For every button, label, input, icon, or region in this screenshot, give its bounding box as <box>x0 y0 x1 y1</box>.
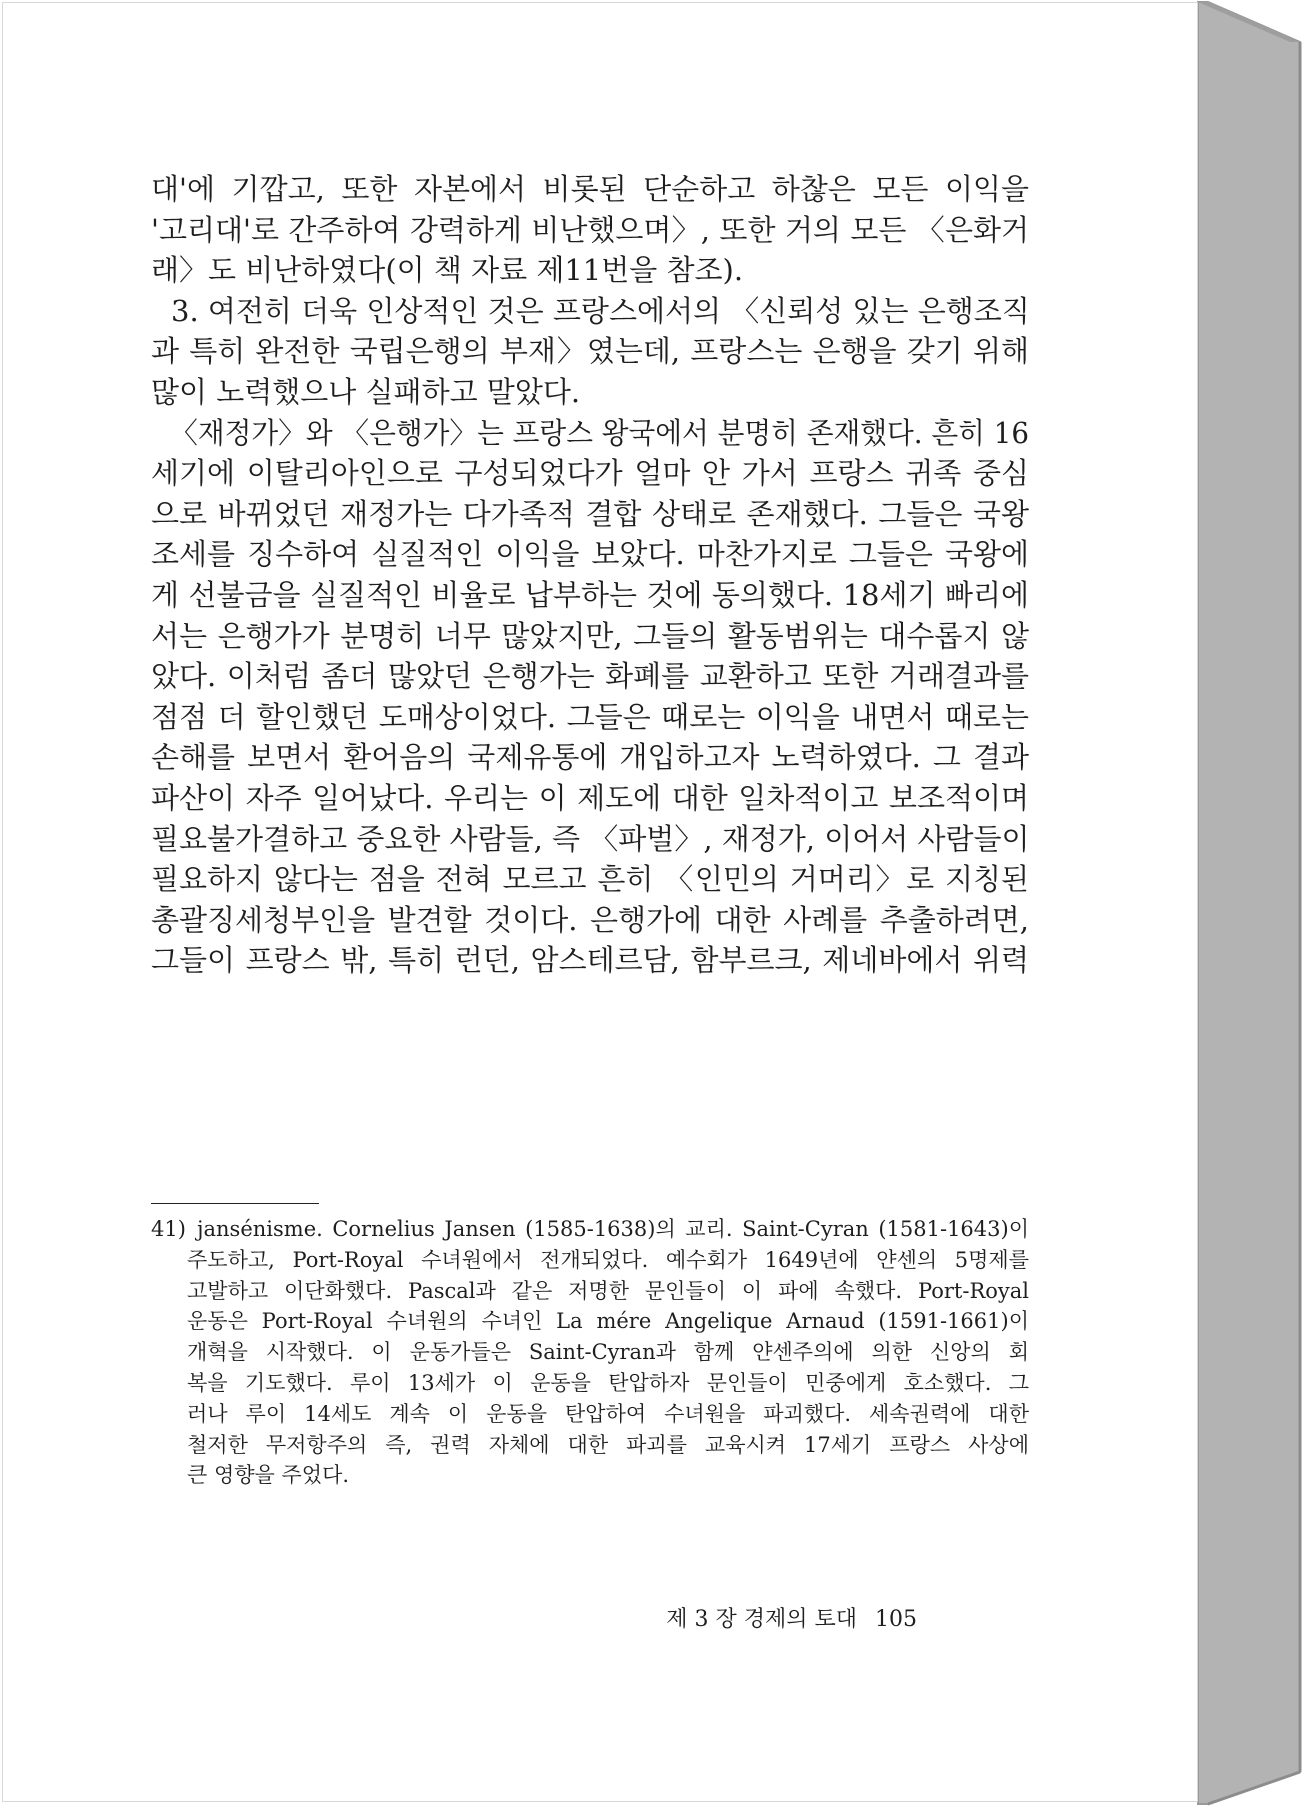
body-line: 게 선불금을 실질적인 비율로 납부하는 것에 동의했다. 18세기 빠리에 <box>151 578 1029 612</box>
body-line: '고리대'로 간주하여 강력하게 비난했으며〉, 또한 거의 모든 〈은화거 <box>151 213 1029 247</box>
body-line: 래〉도 비난하였다(이 책 자료 제11번을 참조). <box>151 253 744 287</box>
footnote-line: 운동은 Port-Royal 수녀원의 수녀인 La mére Angelique Arnaud (1591-1661)이 <box>187 1309 1029 1333</box>
body-line: 총괄징세청부인을 발견할 것이다. 은행가에 대한 사례를 추출하려면, <box>151 903 1029 937</box>
footnote-number: 41) <box>151 1217 186 1241</box>
footnote-line: 복을 기도했다. 루이 13세가 이 운동을 탄압하자 문인들이 민중에게 호소했다. 그 <box>187 1371 1029 1395</box>
body-line: 과 특히 완전한 국립은행의 부재〉였는데, 프랑스는 은행을 갖기 위해 <box>151 334 1029 368</box>
body-line: 았다. 이처럼 좀더 많았던 은행가는 화폐를 교환하고 또한 거래결과를 <box>151 659 1029 693</box>
body-line: 필요하지 않다는 점을 전혀 모르고 흔히 〈인민의 거머리〉로 지칭된 <box>151 862 1029 896</box>
running-footer <box>666 1605 917 1635</box>
body-line: 필요불가결하고 중요한 사람들, 즉 〈파벌〉, 재정가, 이어서 사람들이 <box>151 822 1030 856</box>
body-line: 점점 더 할인했던 도매상이었다. 그들은 때로는 이익을 내면서 때로는 <box>151 700 1029 734</box>
book-page <box>2 2 1198 1802</box>
footnote-line: 철저한 무저항주의 즉, 권력 자체에 대한 파괴를 교육시켜 17세기 프랑스 사상에 <box>187 1433 1029 1457</box>
page-number: 105 <box>875 1607 917 1632</box>
body-line: 3. 여전히 더욱 인상적인 것은 프랑스에서의 〈신뢰성 있는 은행조직 <box>171 294 1030 328</box>
footnote-line: 러나 루이 14세도 계속 이 운동을 탄압하여 수녀원을 파괴했다. 세속권력에 대한 <box>187 1402 1029 1426</box>
footnote-line: 주도하고, Port-Royal 수녀원에서 전개되었다. 예수회가 1649년에 얀센의 5명제를 <box>187 1248 1029 1272</box>
body-line: 조세를 징수하여 실질적인 이익을 보았다. 마찬가지로 그들은 국왕에 <box>151 537 1029 571</box>
body-line: 세기에 이탈리아인으로 구성되었다가 얼마 안 가서 프랑스 귀족 중심 <box>151 456 1029 490</box>
body-line: 대'에 기깝고, 또한 자본에서 비롯된 단순하고 하찮은 모든 이익을 <box>151 172 1029 206</box>
body-line: 서는 은행가가 분명히 너무 많았지만, 그들의 활동범위는 대수롭지 않 <box>151 619 1029 653</box>
body-line: 손해를 보면서 환어음의 국제유통에 개입하고자 노력하였다. 그 결과 <box>151 740 1029 774</box>
body-line: 많이 노력했으나 실패하고 말았다. <box>151 375 581 409</box>
body-line: 파산이 자주 일어났다. 우리는 이 제도에 대한 일차적이고 보조적이며 <box>151 781 1029 815</box>
body-line: 그들이 프랑스 밖, 특히 런던, 암스테르담, 함부르크, 제네바에서 위력 <box>151 943 1029 977</box>
body-line: 으로 바뀌었던 재정가는 다가족적 결합 상태로 존재했다. 그들은 국왕 <box>151 497 1029 531</box>
body-line: 〈재정가〉와 〈은행가〉는 프랑스 왕국에서 분명히 존재했다. 흔히 16 <box>170 416 1030 450</box>
footnote-line: 큰 영향을 주었다. <box>187 1463 350 1487</box>
chapter-title: 제 3 장 경제의 토대 <box>666 1607 857 1632</box>
footnote-line: 개혁을 시작했다. 이 운동가들은 Saint-Cyran과 함께 얀센주의에 의한 신앙의 회 <box>187 1340 1029 1364</box>
footnote-line: 고발하고 이단화했다. Pascal과 같은 저명한 문인들이 이 파에 속했다. Port-Royal <box>187 1279 1029 1303</box>
footnote-line: jansénisme. Cornelius Jansen (1585-1638)의 교리. Saint-Cyran (1581-1643)이 <box>197 1217 1029 1241</box>
footnote-rule <box>151 1203 319 1204</box>
